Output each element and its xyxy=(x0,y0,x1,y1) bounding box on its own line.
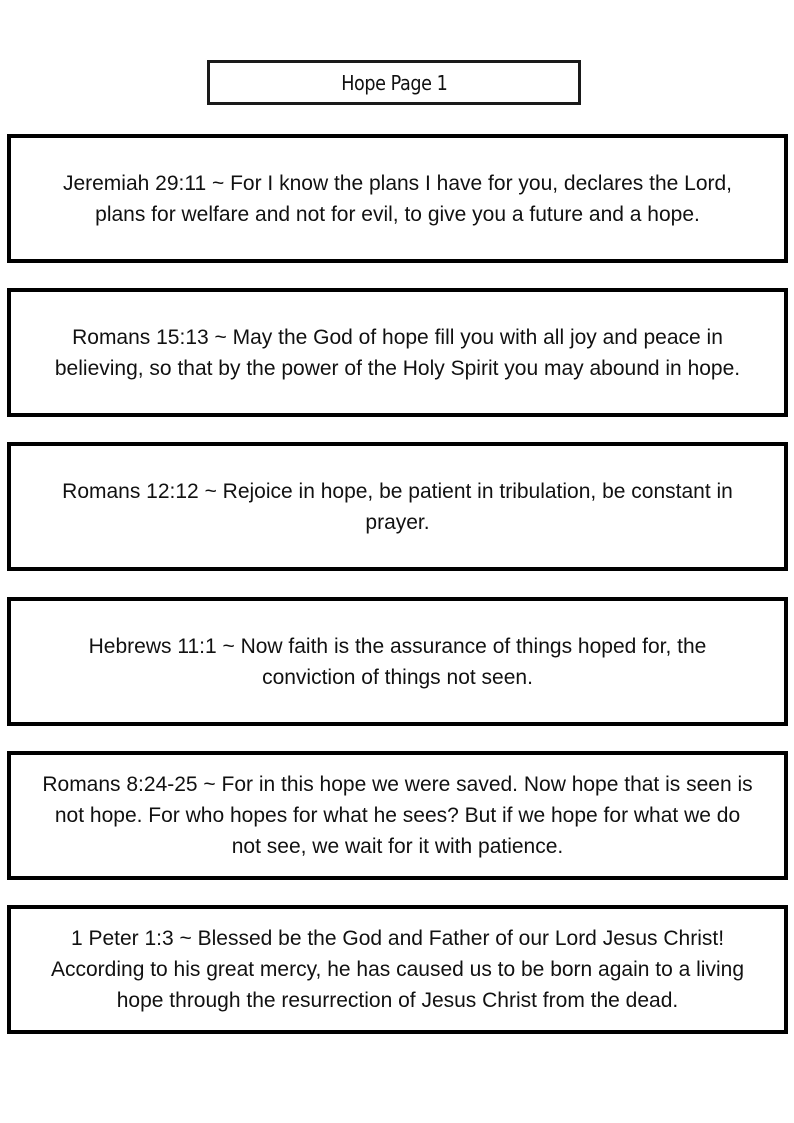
verse-card-romans-8-24-25 xyxy=(7,751,788,880)
verse-text: Romans 15:13 ~ May the God of hope fill you with all joy and peace in believing, so that by the power of the Holy Spirit you may abound in hope. xyxy=(54,325,741,380)
verse-text: Hebrews 11:1 ~ Now faith is the assurance of things hoped for, the conviction of things not seen. xyxy=(88,634,707,689)
verse-card-romans-12-12 xyxy=(7,442,788,571)
verse-card-romans-15-13 xyxy=(7,288,788,417)
verse-text: 1 Peter 1:3 ~ Blessed be the God and Father of our Lord Jesus Christ! According to his great mercy, he has caused us to be born again to a living hope through the resurrection of Jesus Christ from the dead. xyxy=(50,927,744,1012)
verse-text: Romans 12:12 ~ Rejoice in hope, be patient in tribulation, be constant in prayer. xyxy=(62,479,733,534)
verse-card-1-peter-1-3 xyxy=(7,905,788,1034)
page-title-box xyxy=(207,60,581,105)
verse-text: Romans 8:24-25 ~ For in this hope we were saved. Now hope that is seen is not hope. For who hopes for what he sees? But if we hope for what we do not see, we wait for it with patience. xyxy=(42,773,753,858)
page-title: Hope Page 1 xyxy=(340,70,448,95)
verse-text: Jeremiah 29:11 ~ For I know the plans I have for you, declares the Lord, plans for welfare and not for evil, to give you a future and a hope. xyxy=(62,171,733,226)
verse-card-hebrews-11-1 xyxy=(7,597,788,726)
verse-card-jeremiah-29-11 xyxy=(7,134,788,263)
